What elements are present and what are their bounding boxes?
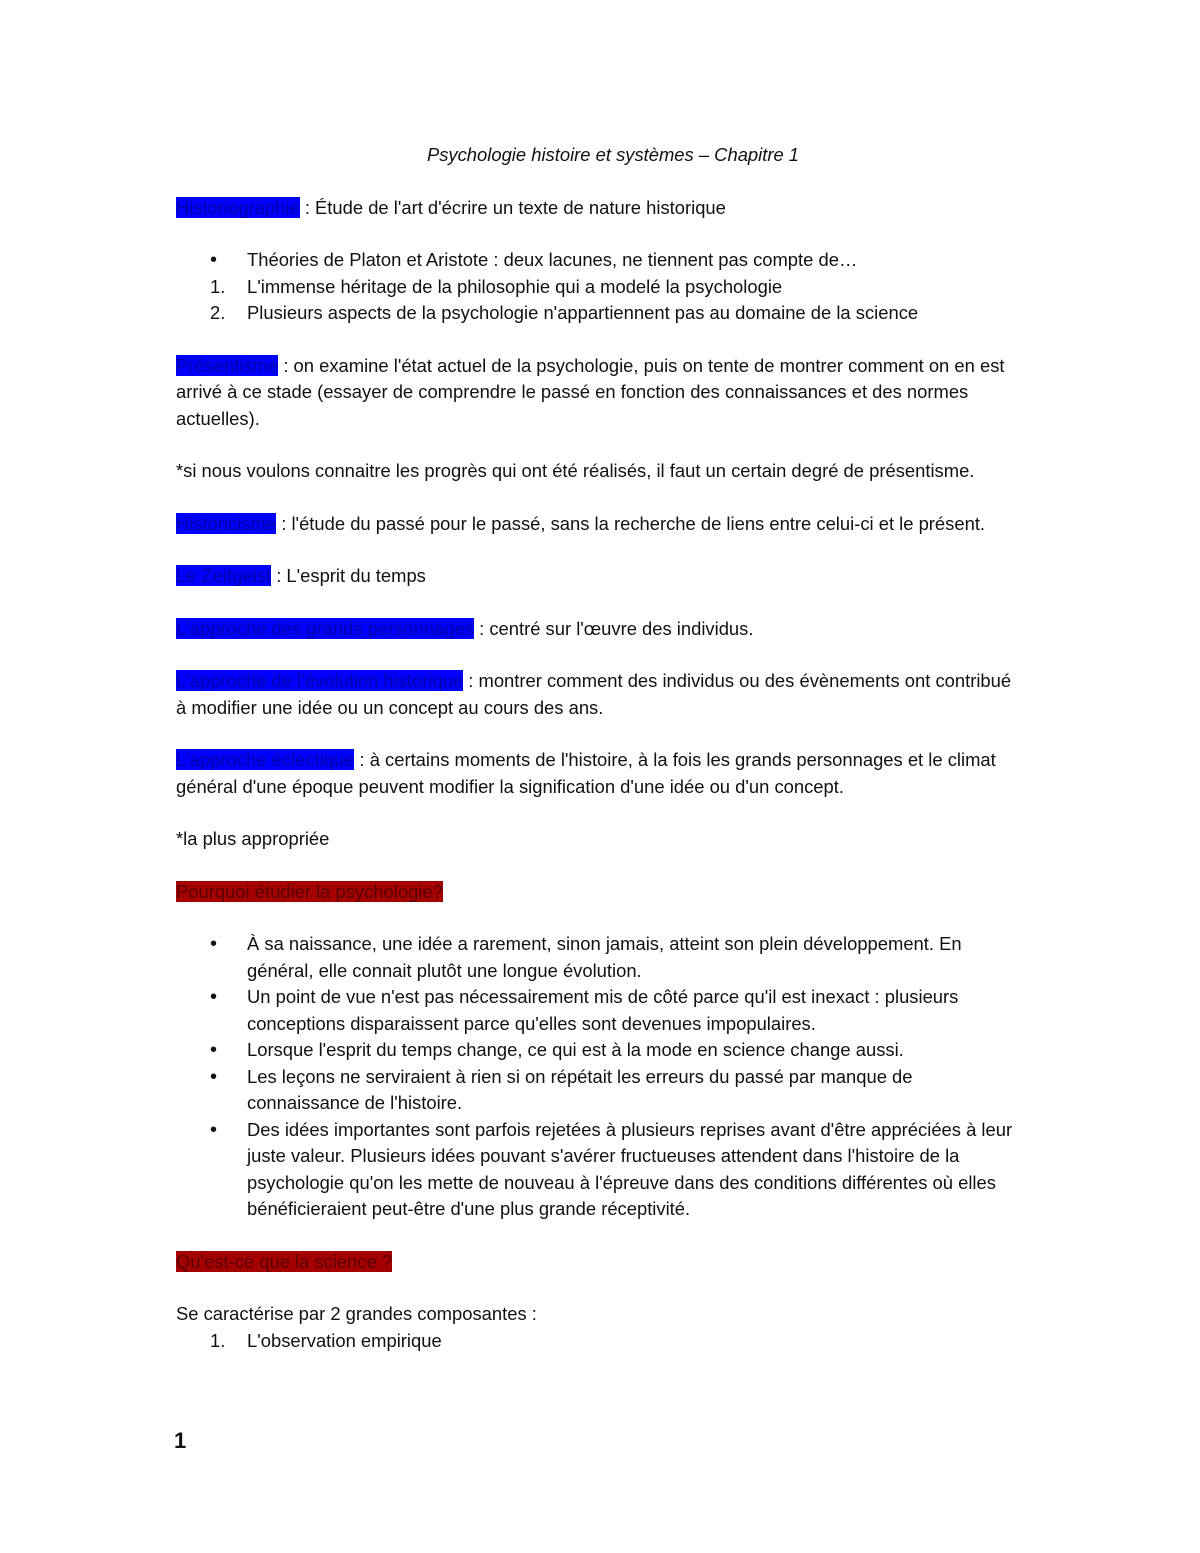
definition-presentisme — [176, 353, 1026, 433]
term-highlight: Présentisme — [176, 354, 279, 376]
term-highlight: L'approche de l'évolution historique — [176, 670, 464, 691]
list-item — [210, 300, 1026, 327]
list-item: • À sa naissance, une idée a rarement, sinon jamais, atteint son plein développement. En général, elle connait plutôt une longue évolution. — [247, 931, 1026, 984]
document-title: Psychologie histoire et systèmes – Chapitre 1 — [426, 144, 800, 165]
definition-historiographie — [176, 195, 1026, 222]
list-item-text: L'observation empirique — [247, 1329, 442, 1351]
science-intro: Se caractérise par 2 grandes composantes : — [176, 1303, 537, 1324]
definition-text: : Étude de l'art d'écrire un texte de nature historique — [299, 196, 726, 218]
heading-science — [176, 1249, 1026, 1276]
definition-evolution — [176, 668, 1026, 721]
list-number: 2. — [210, 302, 226, 323]
list-item-text: Plusieurs aspects de la psychologie n'appartiennent pas au domaine de la science — [247, 302, 919, 323]
section-heading-highlight: Qu'est-ce que la science ? — [176, 1250, 393, 1272]
page-number: 1 — [174, 1428, 187, 1453]
list-item — [210, 1328, 1026, 1355]
term-highlight: Historicisme — [176, 512, 277, 534]
list-number: 1. — [210, 275, 226, 297]
numbered-list-science — [176, 1328, 1026, 1355]
list-item — [210, 274, 1026, 301]
note-eclectique: *la plus appropriée — [176, 828, 330, 849]
list-number: 1. — [210, 1329, 226, 1351]
list-item: • Théories de Platon et Aristote : deux lacunes, ne tiennent pas compte de… — [247, 247, 1026, 274]
list-item: • Lorsque l'esprit du temps change, ce qui est à la mode en science change aussi. — [247, 1037, 1026, 1064]
note-presentisme: *si nous voulons connaitre les progrès qui ont été réalisés, il faut un certain degré de présentisme. — [176, 460, 975, 481]
term-highlight: Le Zeitgeist — [176, 565, 272, 586]
heading-pourquoi — [176, 879, 1026, 906]
bullet-list — [176, 247, 1026, 274]
document-content — [176, 142, 1026, 1354]
definition-grands-personnages — [176, 616, 1026, 643]
definition-eclectique — [176, 747, 1026, 800]
definition-text: : L'esprit du temps — [271, 565, 426, 586]
definition-zeitgeist — [176, 563, 1026, 590]
section-heading-highlight: Pourquoi étudier la psychologie? — [176, 880, 443, 902]
definition-text: : l'étude du passé pour le passé, sans la recherche de liens entre celui-ci et le présent. — [276, 512, 986, 534]
definition-text: : montrer comment des individus ou des évènements ont contribué à modifier une idée ou un concept au cours des ans. — [176, 670, 1012, 718]
list-item: • Les leçons ne serviraient à rien si on répétait les erreurs du passé par manque de connaissance de l'histoire. — [247, 1064, 1026, 1117]
term-highlight: Historiographie — [176, 196, 300, 218]
list-item: • Un point de vue n'est pas nécessairement mis de côté parce qu'il est inexact : plusieurs conceptions disparaissent parce qu'elles sont devenues impopulaires. — [247, 984, 1026, 1037]
numbered-list — [176, 274, 1026, 327]
list-item: • Des idées importantes sont parfois rejetées à plusieurs reprises avant d'être appréciées à leur juste valeur. Plusieurs idées pouvant s'avérer fructueuses attendent dans l'histoire de la psychologie qu'on les mette de nouveau à l'épreuve dans des conditions différentes où elles bénéficieraient peut-être d'une plus grande réceptivité. — [247, 1117, 1026, 1223]
list-item-text: L'immense héritage de la philosophie qui a modelé la psychologie — [247, 275, 783, 297]
definition-text: : centré sur l'œuvre des individus. — [473, 617, 754, 639]
bullet-list-pourquoi — [176, 931, 1026, 1223]
term-highlight: L'approche éclectique — [176, 749, 355, 770]
definition-historicisme — [176, 511, 1026, 538]
term-highlight: L'approche des grands personnages — [176, 617, 474, 639]
historiographie-lists — [176, 247, 1026, 327]
definition-text: : on examine l'état actuel de la psychologie, puis on tente de montrer comment on en est arrivé à ce stade (essayer de comprendre le passé en fonction des connaissances et des normes actuelles). — [176, 354, 1005, 429]
definition-text: : à certains moments de l'histoire, à la fois les grands personnages et le climat général d'une époque peuvent modifier la signification d'une idée ou d'un concept. — [176, 749, 996, 797]
